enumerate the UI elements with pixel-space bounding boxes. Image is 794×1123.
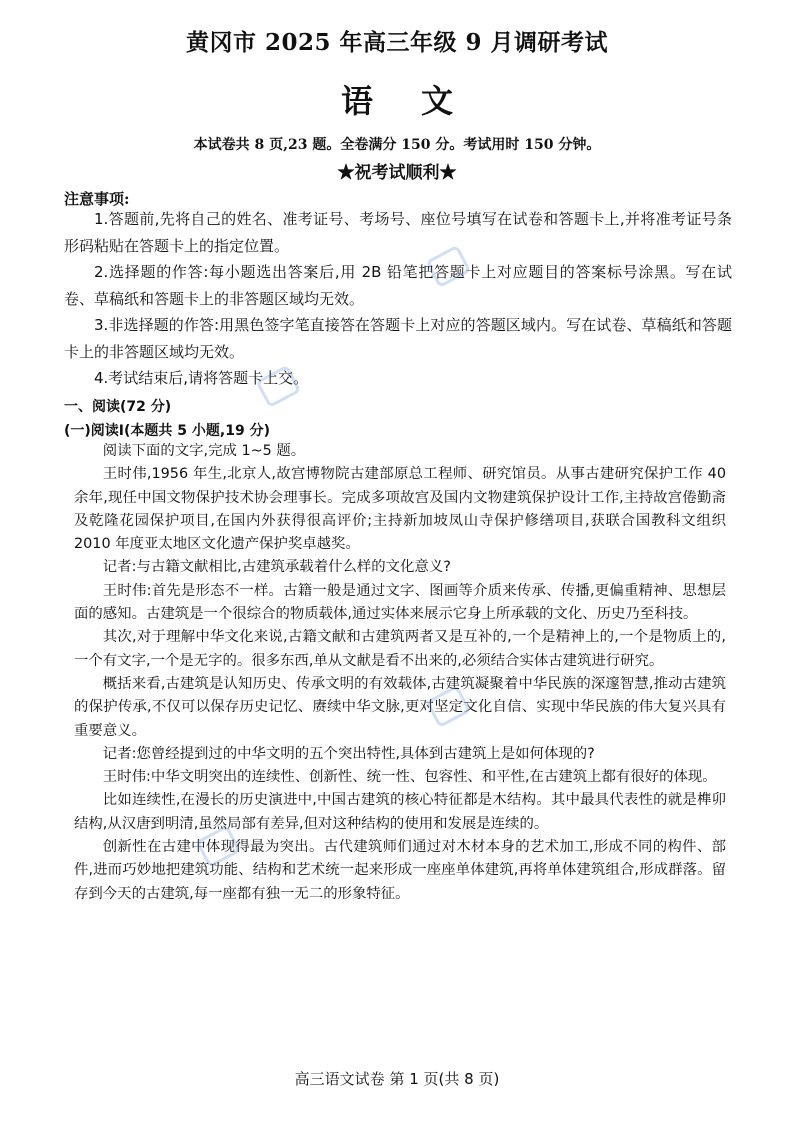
passage-paragraph: 王时伟,1956 年生,北京人,故宫博物院古建部原总工程师、研究馆员。从事古建研究保护工作 40 余年,现任中国文物保护技术协会理事长。完成多项故宫及国内文物建筑保护设计工作,主持故宫倦勤斋及乾隆花园保护项目,在国内外获得很高评价;主持新加坡凤山寺保护修缮项目,获联合国教科文组织 2010 年度亚太地区文化遗产保护奖卓越奖。 [74,466,726,553]
passage-instruction: 阅读下面的文字,完成 1~5 题。 [102,443,306,459]
notice-item: 3.非选择题的作答:用黑色签字笔直接答在答题卡上对应的答题区域内。写在试卷、草稿纸和答题卡上的非答题区域均无效。 [64,316,732,361]
passage-paragraph: 比如连续性,在漫长的历史演进中,中国古建筑的核心特征都是木结构。其中最具代表性的就是榫卯结构,从汉唐到明清,虽然局部有差异,但对这种结构的使用和发展是连续的。 [74,792,726,832]
notice-item: 2.选择题的作答:每小题选出答案后,用 2B 铅笔把答题卡上对应题目的答案标号涂黑。写在试卷、草稿纸和答题卡上的非答题区域均无效。 [64,263,732,308]
good-luck-line: ★祝考试顺利★ [337,163,457,183]
passage-paragraph: 王时伟:首先是形态不一样。古籍一般是通过文字、图画等介质来传承、传播,更偏重精神、思想层面的感知。古建筑是一个很综合的物质载体,通过实体来展示它身上所承载的文化、历史乃至科技。 [74,582,726,623]
exam-title: 黄冈市 2025 年高三年级 9 月调研考试 [185,29,609,56]
reading-passage [74,440,726,906]
passage-paragraph: 记者:与古籍文献相比,古建筑承载着什么样的文化意义? [102,559,451,576]
passage-paragraph: 概括来看,古建筑是认知历史、传承文明的有效载体,古建筑凝聚着中华民族的深邃智慧,推动古建筑的保护传承,不仅可以保存历史记忆、赓续中华文脉,更对坚定文化自信、实现中华民族的伟大复兴具有重要意义。 [74,675,726,739]
notice-item: 4.考试结束后,请将答题卡上交。 [94,369,309,387]
section-heading: 一、阅读(72 分) [64,399,172,415]
subject-title: 语文 [340,82,501,120]
passage-paragraph: 其次,对于理解中华文化来说,古籍文献和古建筑两者又是互补的,一个是精神上的,一个是物质上的,一个有文字,一个是无字的。很多东西,单从文献是看不出来的,必须结合实体古建筑进行研究。 [74,629,726,669]
notice-item: 1.答题前,先将自己的姓名、准考证号、考场号、座位号填写在试卷和答题卡上,并将准考证号条形码粘贴在答题卡上的指定位置。 [64,210,732,255]
notice-list [64,206,732,392]
passage-paragraph: 记者:您曾经提到过的中华文明的五个突出特性,具体到古建筑上是如何体现的? [102,745,595,762]
subsection-heading: (一)阅读Ⅰ(本题共 5 小题,19 分) [64,423,270,439]
passage-paragraph: 创新性在古建中体现得最为突出。古代建筑师们通过对木材本身的艺术加工,形成不同的构件、部件,进而巧妙地把建筑功能、结构和艺术统一起来形成一座座单体建筑,再将单体建筑组合,形成群落。留存到今天的古建筑,每一座都有独一无二的形象特征。 [74,839,726,902]
exam-info: 本试卷共 8 页,23 题。全卷满分 150 分。考试用时 150 分钟。 [193,137,601,153]
notice-heading: 注意事项: [64,190,130,208]
page-footer: 高三语文试卷 第 1 页(共 8 页) [294,1070,500,1088]
passage-paragraph: 王时伟:中华文明突出的连续性、创新性、统一性、包容性、和平性,在古建筑上都有很好的体现。 [102,769,717,786]
